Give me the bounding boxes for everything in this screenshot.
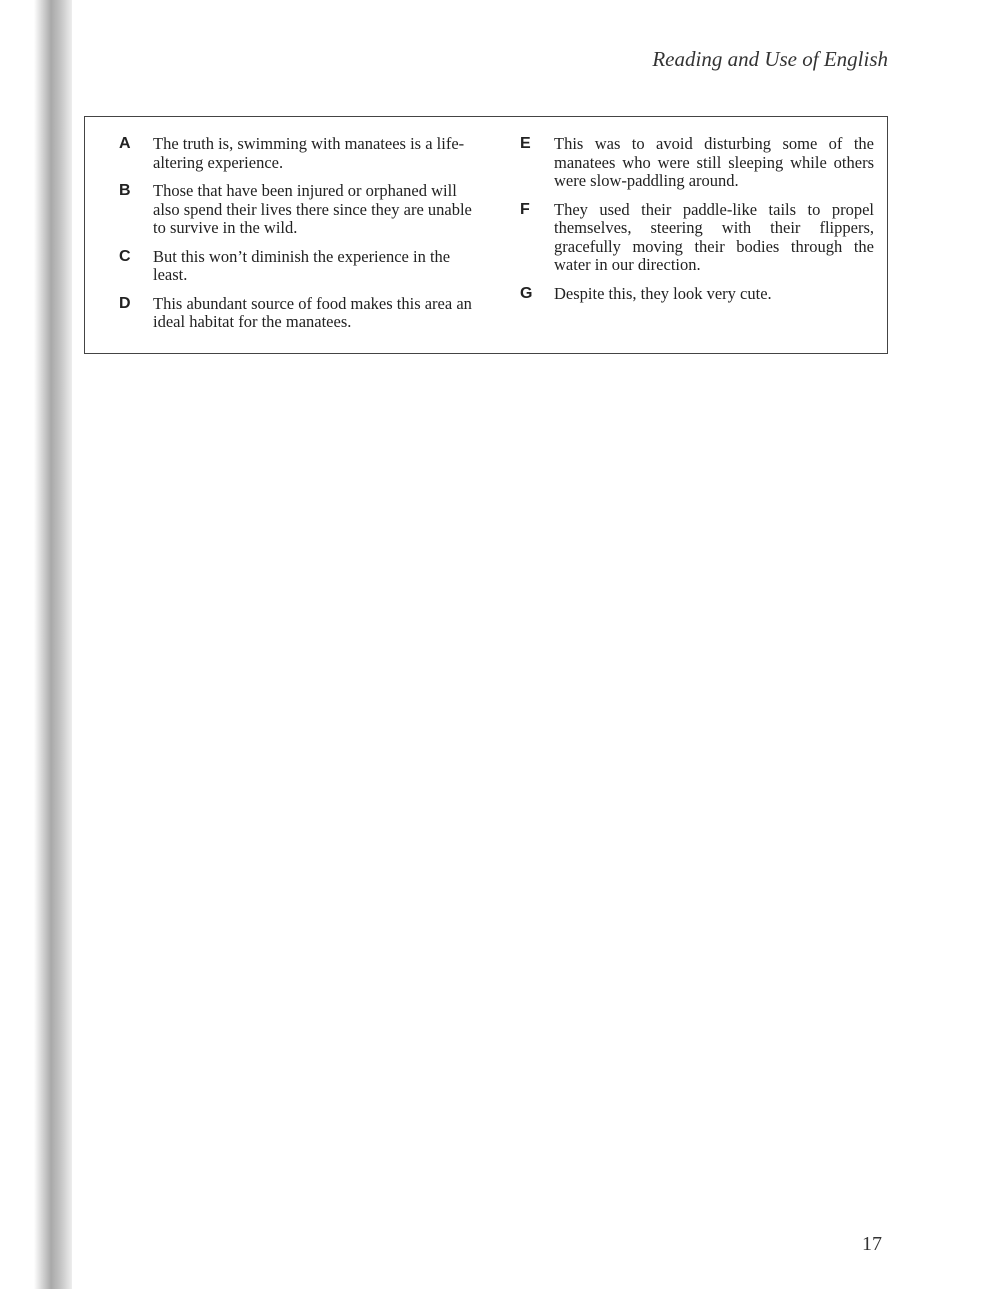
option-e [520,135,880,191]
option-letter: E [520,135,531,152]
options-column-right [520,135,880,313]
option-letter: G [520,284,533,302]
option-text: Despite this, they look very cute. [554,283,772,303]
option-letter: B [119,182,131,199]
option-letter: D [119,294,131,312]
option-a [119,135,479,172]
option-text: This abundant source of food makes this area an ideal habitat for the manatees. [153,293,472,331]
option-letter: F [520,200,530,218]
option-d [119,295,479,332]
page-header: Reading and Use of English [652,47,888,71]
options-box [84,116,888,354]
option-text: This was to avoid disturbing some of the manatees who were still sleeping while others were slow-paddling around. [554,134,874,190]
book-spine-shadow [34,0,72,1289]
option-letter: C [119,247,131,265]
option-text: Those that have been injured or orphaned will also spend their lives there since they are unable to survive in the wild. [153,181,472,237]
page-number: 17 [862,1233,882,1255]
option-text: But this won’t diminish the experience in the least. [153,246,451,284]
option-f [520,201,880,275]
options-column-left [119,135,479,342]
option-g [520,285,880,304]
option-letter: A [119,135,131,152]
option-c [119,248,479,285]
option-b [119,182,479,238]
option-text: They used their paddle-like tails to propel themselves, steering with their flippers, gracefully moving their bodies through the water in our direction. [554,199,874,274]
option-text: The truth is, swimming with manatees is a life-altering experience. [153,134,465,172]
